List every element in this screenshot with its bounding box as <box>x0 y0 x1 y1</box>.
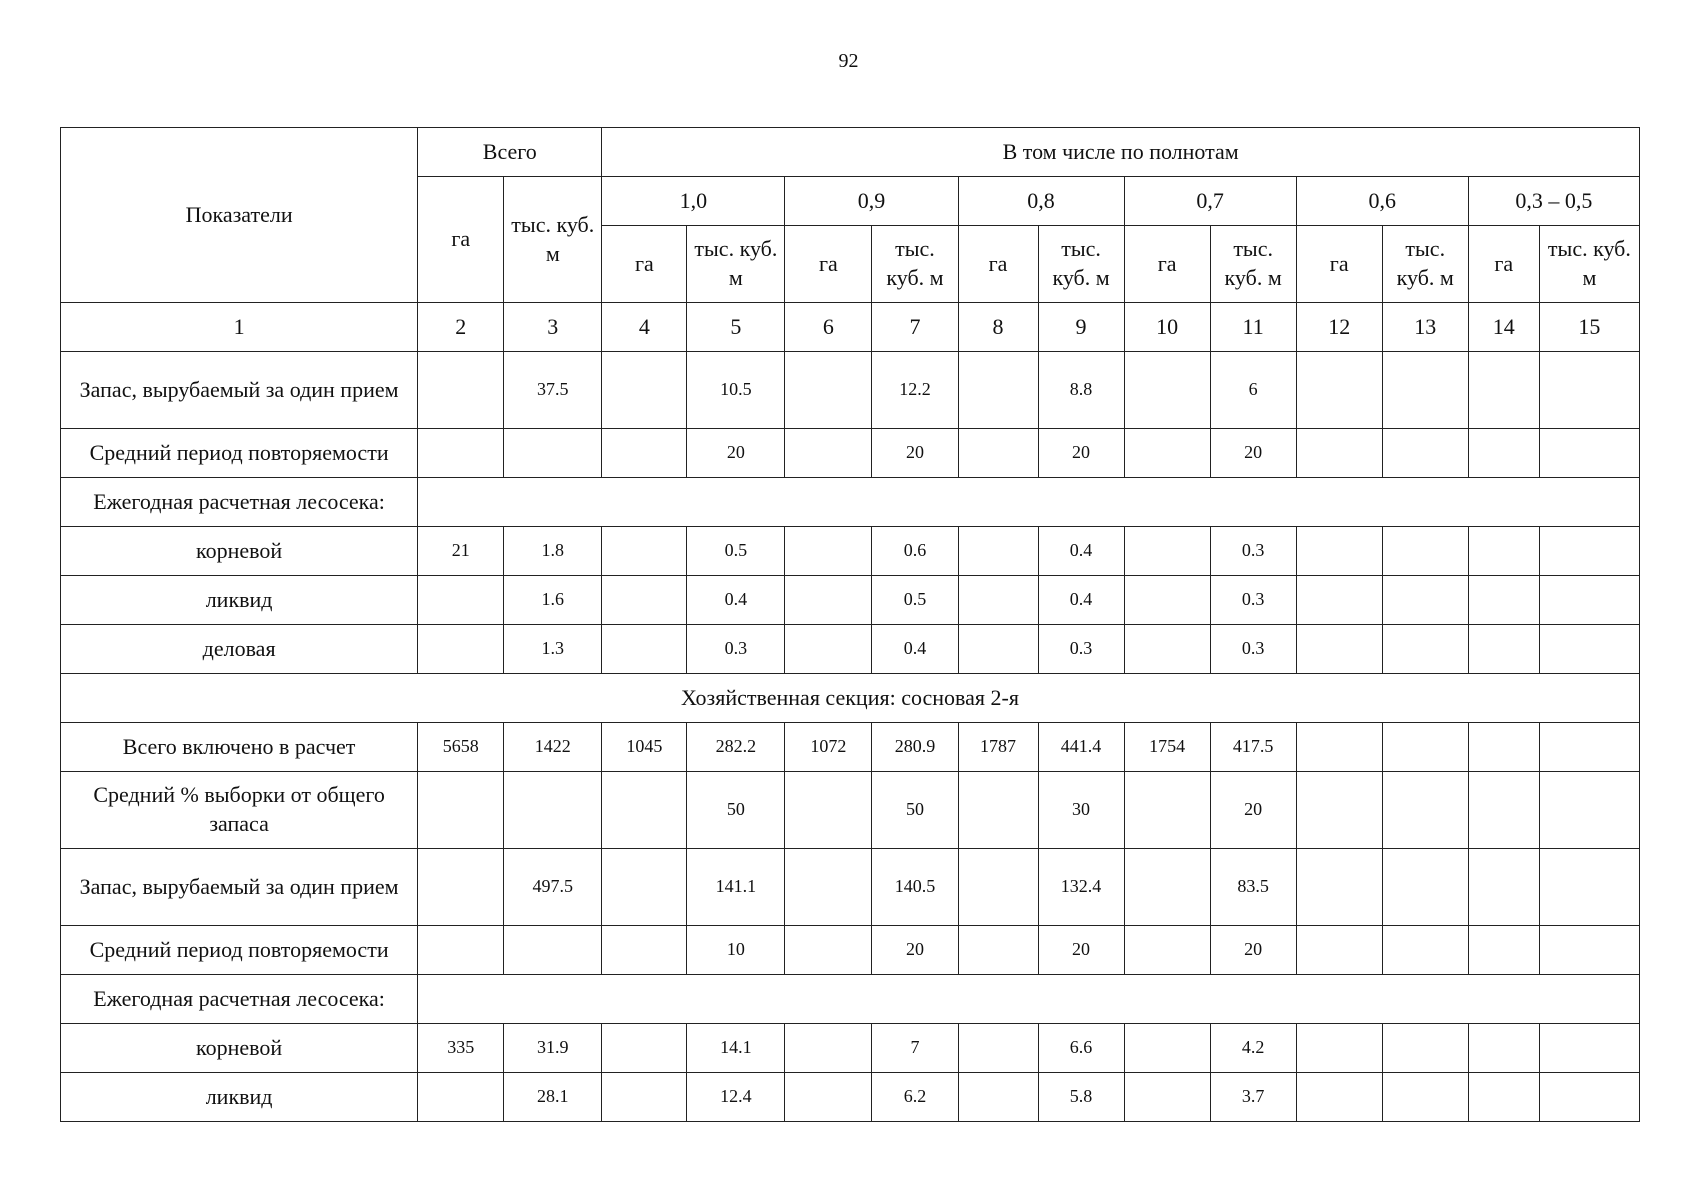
value-cell <box>1539 1073 1639 1122</box>
header-unit-area: га <box>1296 226 1382 303</box>
value-cell <box>1382 926 1468 975</box>
table-row <box>61 625 1640 674</box>
table-row <box>61 926 1640 975</box>
header-indicator: Показатели <box>61 128 418 303</box>
value-cell <box>1468 723 1539 772</box>
value-cell <box>602 1073 687 1122</box>
value-cell <box>1382 723 1468 772</box>
value-cell <box>958 926 1038 975</box>
row-label: Средний период повторяемости <box>61 926 418 975</box>
value-cell <box>1296 926 1382 975</box>
value-cell <box>418 429 504 478</box>
value-cell: 0.4 <box>1038 527 1124 576</box>
value-cell <box>1296 849 1382 926</box>
empty-span-cell <box>418 478 1640 527</box>
value-cell <box>785 1073 872 1122</box>
value-cell: 1787 <box>958 723 1038 772</box>
value-cell <box>1124 1024 1210 1073</box>
header-density: 0,6 <box>1296 177 1468 226</box>
value-cell <box>958 625 1038 674</box>
value-cell <box>1468 772 1539 849</box>
value-cell: 20 <box>1210 429 1296 478</box>
value-cell <box>1124 625 1210 674</box>
value-cell <box>1468 1073 1539 1122</box>
value-cell <box>1296 429 1382 478</box>
value-cell <box>1539 772 1639 849</box>
value-cell <box>1382 1073 1468 1122</box>
value-cell <box>418 625 504 674</box>
value-cell <box>1468 429 1539 478</box>
header-unit-volume: тыс. куб. м <box>1382 226 1468 303</box>
header-total-volume: тыс. куб. м <box>504 177 602 303</box>
value-cell <box>1124 352 1210 429</box>
row-label: корневой <box>61 527 418 576</box>
value-cell <box>785 352 872 429</box>
value-cell: 12.4 <box>687 1073 785 1122</box>
value-cell: 10 <box>687 926 785 975</box>
value-cell: 1072 <box>785 723 872 772</box>
section-title: Хозяйственная секция: сосновая 2-я <box>61 674 1640 723</box>
value-cell: 1045 <box>602 723 687 772</box>
value-cell <box>1539 576 1639 625</box>
value-cell: 20 <box>1210 772 1296 849</box>
value-cell: 132.4 <box>1038 849 1124 926</box>
value-cell: 6.2 <box>872 1073 958 1122</box>
value-cell <box>602 1024 687 1073</box>
value-cell <box>1296 527 1382 576</box>
value-cell <box>1124 1073 1210 1122</box>
value-cell <box>1382 849 1468 926</box>
value-cell <box>1539 926 1639 975</box>
value-cell <box>1382 772 1468 849</box>
header-density: 1,0 <box>602 177 785 226</box>
value-cell: 20 <box>1038 926 1124 975</box>
header-density: 0,8 <box>958 177 1124 226</box>
value-cell <box>1124 849 1210 926</box>
value-cell: 5.8 <box>1038 1073 1124 1122</box>
header-unit-volume: тыс. куб. м <box>1210 226 1296 303</box>
value-cell: 0.3 <box>1038 625 1124 674</box>
value-cell <box>1296 1073 1382 1122</box>
header-unit-area: га <box>958 226 1038 303</box>
value-cell <box>1382 527 1468 576</box>
value-cell: 441.4 <box>1038 723 1124 772</box>
value-cell <box>1382 429 1468 478</box>
value-cell: 7 <box>872 1024 958 1073</box>
header-density: 0,3 – 0,5 <box>1468 177 1639 226</box>
value-cell: 282.2 <box>687 723 785 772</box>
value-cell <box>602 429 687 478</box>
value-cell: 335 <box>418 1024 504 1073</box>
value-cell: 12.2 <box>872 352 958 429</box>
value-cell <box>1124 429 1210 478</box>
header-unit-volume: тыс. куб. м <box>1539 226 1639 303</box>
header-by-density: В том числе по полнотам <box>602 128 1640 177</box>
header-unit-area: га <box>1468 226 1539 303</box>
value-cell: 14.1 <box>687 1024 785 1073</box>
column-number: 3 <box>504 303 602 352</box>
table-row <box>61 576 1640 625</box>
value-cell <box>1468 1024 1539 1073</box>
row-label: Всего включено в расчет <box>61 723 418 772</box>
value-cell <box>1382 352 1468 429</box>
value-cell: 140.5 <box>872 849 958 926</box>
value-cell: 6 <box>1210 352 1296 429</box>
row-label: Запас, вырубаемый за один прием <box>61 849 418 926</box>
value-cell <box>785 429 872 478</box>
row-label: Ежегодная расчетная лесосека: <box>61 478 418 527</box>
value-cell <box>1296 576 1382 625</box>
table-row <box>61 527 1640 576</box>
value-cell: 20 <box>1038 429 1124 478</box>
value-cell: 0.5 <box>872 576 958 625</box>
value-cell: 0.4 <box>687 576 785 625</box>
value-cell: 30 <box>1038 772 1124 849</box>
value-cell: 1754 <box>1124 723 1210 772</box>
table-row <box>61 975 1640 1024</box>
table-row <box>61 1024 1640 1073</box>
value-cell <box>602 772 687 849</box>
column-number: 14 <box>1468 303 1539 352</box>
value-cell: 1.8 <box>504 527 602 576</box>
row-label: деловая <box>61 625 418 674</box>
table-row <box>61 429 1640 478</box>
table-row <box>61 674 1640 723</box>
value-cell: 0.6 <box>872 527 958 576</box>
row-label: ликвид <box>61 576 418 625</box>
header-total-area: га <box>418 177 504 303</box>
value-cell <box>958 527 1038 576</box>
column-number: 6 <box>785 303 872 352</box>
row-label: Ежегодная расчетная лесосека: <box>61 975 418 1024</box>
value-cell: 4.2 <box>1210 1024 1296 1073</box>
row-label: ликвид <box>61 1073 418 1122</box>
value-cell: 28.1 <box>504 1073 602 1122</box>
value-cell <box>504 429 602 478</box>
value-cell <box>1539 527 1639 576</box>
value-cell <box>1539 723 1639 772</box>
value-cell <box>1468 849 1539 926</box>
column-number: 15 <box>1539 303 1639 352</box>
column-number: 7 <box>872 303 958 352</box>
value-cell <box>785 527 872 576</box>
value-cell <box>418 849 504 926</box>
column-number: 2 <box>418 303 504 352</box>
page-number: 92 <box>838 50 859 72</box>
value-cell: 0.4 <box>1038 576 1124 625</box>
column-number: 12 <box>1296 303 1382 352</box>
value-cell <box>602 849 687 926</box>
table-row <box>61 352 1640 429</box>
header-unit-volume: тыс. куб. м <box>1038 226 1124 303</box>
column-number: 8 <box>958 303 1038 352</box>
value-cell: 0.3 <box>1210 625 1296 674</box>
value-cell <box>418 576 504 625</box>
value-cell <box>602 527 687 576</box>
value-cell <box>1539 625 1639 674</box>
column-number: 5 <box>687 303 785 352</box>
value-cell <box>1468 926 1539 975</box>
table-row <box>61 849 1640 926</box>
column-number: 1 <box>61 303 418 352</box>
value-cell: 21 <box>418 527 504 576</box>
value-cell: 0.4 <box>872 625 958 674</box>
column-number: 9 <box>1038 303 1124 352</box>
row-label: Средний период повторяемости <box>61 429 418 478</box>
value-cell <box>785 849 872 926</box>
value-cell <box>1539 849 1639 926</box>
value-cell: 1422 <box>504 723 602 772</box>
value-cell <box>504 772 602 849</box>
header-unit-area: га <box>1124 226 1210 303</box>
value-cell <box>418 772 504 849</box>
value-cell <box>958 576 1038 625</box>
value-cell: 31.9 <box>504 1024 602 1073</box>
row-label: корневой <box>61 1024 418 1073</box>
value-cell: 0.3 <box>1210 527 1296 576</box>
table-row <box>61 478 1640 527</box>
value-cell <box>958 1024 1038 1073</box>
value-cell: 20 <box>872 429 958 478</box>
value-cell: 50 <box>687 772 785 849</box>
value-cell: 0.3 <box>687 625 785 674</box>
value-cell <box>958 1073 1038 1122</box>
table-row <box>61 1073 1640 1122</box>
value-cell <box>1124 576 1210 625</box>
value-cell: 20 <box>687 429 785 478</box>
value-cell: 10.5 <box>687 352 785 429</box>
value-cell <box>418 926 504 975</box>
value-cell <box>958 429 1038 478</box>
value-cell <box>785 576 872 625</box>
value-cell <box>1539 352 1639 429</box>
header-density: 0,7 <box>1124 177 1296 226</box>
header-unit-volume: тыс. куб. м <box>872 226 958 303</box>
value-cell <box>602 576 687 625</box>
value-cell <box>1382 576 1468 625</box>
value-cell <box>1124 772 1210 849</box>
value-cell: 417.5 <box>1210 723 1296 772</box>
header-density: 0,9 <box>785 177 958 226</box>
value-cell <box>958 772 1038 849</box>
value-cell: 20 <box>1210 926 1296 975</box>
header-unit-area: га <box>602 226 687 303</box>
value-cell: 1.3 <box>504 625 602 674</box>
value-cell <box>1468 527 1539 576</box>
allowable-cut-table <box>60 127 1640 1122</box>
row-label: Запас, вырубаемый за один прием <box>61 352 418 429</box>
header-total: Всего <box>418 128 602 177</box>
column-number: 11 <box>1210 303 1296 352</box>
value-cell <box>602 926 687 975</box>
value-cell <box>1296 352 1382 429</box>
value-cell: 280.9 <box>872 723 958 772</box>
value-cell <box>504 926 602 975</box>
value-cell: 0.3 <box>1210 576 1296 625</box>
value-cell <box>785 926 872 975</box>
value-cell: 5658 <box>418 723 504 772</box>
value-cell: 6.6 <box>1038 1024 1124 1073</box>
value-cell <box>958 849 1038 926</box>
value-cell <box>1382 625 1468 674</box>
value-cell: 83.5 <box>1210 849 1296 926</box>
value-cell <box>1468 576 1539 625</box>
value-cell <box>418 1073 504 1122</box>
value-cell: 50 <box>872 772 958 849</box>
column-number: 10 <box>1124 303 1210 352</box>
value-cell: 1.6 <box>504 576 602 625</box>
value-cell <box>602 352 687 429</box>
value-cell <box>1296 625 1382 674</box>
value-cell: 3.7 <box>1210 1073 1296 1122</box>
value-cell: 497.5 <box>504 849 602 926</box>
value-cell <box>785 1024 872 1073</box>
value-cell <box>1539 1024 1639 1073</box>
value-cell: 20 <box>872 926 958 975</box>
table-row <box>61 723 1640 772</box>
value-cell <box>1382 1024 1468 1073</box>
empty-span-cell <box>418 975 1640 1024</box>
value-cell <box>1296 1024 1382 1073</box>
value-cell <box>1468 352 1539 429</box>
value-cell <box>1124 926 1210 975</box>
table-row <box>61 772 1640 849</box>
value-cell <box>1124 527 1210 576</box>
value-cell <box>1539 429 1639 478</box>
value-cell: 0.5 <box>687 527 785 576</box>
value-cell <box>785 772 872 849</box>
value-cell: 37.5 <box>504 352 602 429</box>
value-cell <box>418 352 504 429</box>
row-label: Средний % выборки от общего запаса <box>61 772 418 849</box>
value-cell: 141.1 <box>687 849 785 926</box>
value-cell <box>1468 625 1539 674</box>
header-unit-volume: тыс. куб. м <box>687 226 785 303</box>
value-cell <box>958 352 1038 429</box>
header-unit-area: га <box>785 226 872 303</box>
value-cell <box>602 625 687 674</box>
value-cell <box>785 625 872 674</box>
column-number: 13 <box>1382 303 1468 352</box>
value-cell: 8.8 <box>1038 352 1124 429</box>
value-cell <box>1296 723 1382 772</box>
value-cell <box>1296 772 1382 849</box>
column-number: 4 <box>602 303 687 352</box>
